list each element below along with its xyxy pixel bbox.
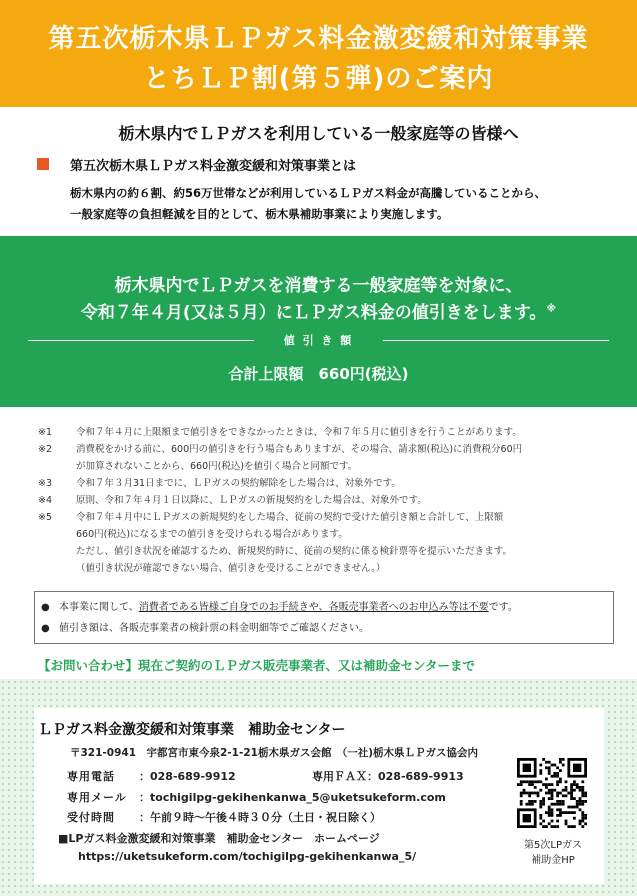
qr-caption: 補助金HP: [531, 855, 575, 866]
hours-value: ：午前９時～午後４時３０分（土日・祝日除く）: [139, 811, 381, 824]
note-item: [38, 492, 608, 509]
banner-line2-text: 令和７年４月(又は５月）にＬＰガス料金の値引きをします。: [80, 303, 547, 323]
mail-label: 専用メール: [67, 791, 127, 804]
notice-underlined-text: 消費者である皆様ご自身でのお手続きや、各販売事業者へのお申込み等は不要: [138, 602, 489, 613]
note-item: [38, 475, 608, 492]
banner-line1: 栃木県内でＬＰガスを消費する一般家庭等を対象に、: [114, 276, 523, 296]
greeting-heading: 栃木県内でＬＰガスを利用している一般家庭等の皆様へ: [118, 124, 519, 143]
fax-label: 専用ＦＡＸ: [312, 770, 367, 783]
note-key: ※2: [38, 444, 53, 455]
notice-text: です。: [488, 602, 518, 613]
mail-value[interactable]: ：tochigilpg-gekihenkanwa_5@uketsukeform.com: [139, 791, 446, 804]
contact-title: ＬＰガス料金激変緩和対策事業 補助金センター: [38, 722, 346, 738]
header-banner: [0, 0, 637, 107]
note-key: ※3: [38, 478, 53, 489]
qr-caption: 第5次LPガス: [524, 840, 582, 851]
notes-list: [38, 424, 608, 577]
note-key: ※1: [38, 427, 53, 438]
notice-text: 値引き額は、各販売事業者の検針票の料金明細等でご確認ください。: [59, 623, 369, 634]
notice-text: 本事業に関して、: [59, 602, 139, 613]
note-key: ※5: [38, 512, 53, 523]
qr-code-icon[interactable]: [517, 758, 587, 828]
note-key: ※4: [38, 495, 53, 506]
section-body-line: 一般家庭等の負担軽減を目的として、栃木県補助事業により実施します。: [70, 207, 449, 221]
section-body-line: 栃木県内の約６割、約56万世帯などが利用しているＬＰガス料金が高騰していることから、: [70, 186, 546, 200]
homepage-link[interactable]: https://uketsukeform.com/tochigilpg-gekihenkanwa_5/: [78, 850, 417, 863]
banner-line2: [0, 298, 637, 323]
note-line: 660円(税込)になるまでの値引きを受けられる場合があります。: [76, 529, 348, 540]
bullet-icon: ●: [41, 602, 50, 613]
note-line: 令和７年４月中にＬＰガスの新規契約をした場合、従前の契約で受けた値引き額と合計して、上限額: [76, 512, 504, 523]
note-item: [38, 424, 608, 441]
page-title-line1: 第五次栃木県ＬＰガス料金激変緩和対策事業: [48, 24, 589, 54]
note-line: 消費税をかける前に、600円の値引きを行う場合もありますが、その場合、請求額(税込)に消費税分60円: [76, 444, 523, 455]
contact-address: 〒321-0941 宇都宮市東今泉2-1-21栃木県ガス会館 （一社)栃木県ＬＰガス協会内: [70, 747, 478, 759]
notice-item: [41, 619, 369, 634]
fax-row: [312, 768, 464, 784]
note-line: 令和７年３月31日までに、ＬＰガスの契約解除をした場合は、対象外です。: [76, 478, 401, 489]
tel-row: [67, 768, 236, 784]
bullet-icon: ●: [41, 623, 50, 634]
discount-label: 値 引 き 額: [283, 334, 354, 347]
tel-value[interactable]: ：028-689-9912: [139, 770, 236, 783]
divider-right: [383, 340, 609, 341]
homepage-label: ■LPガス料金激変緩和対策事業 補助金センター ホームページ: [58, 832, 380, 845]
note-line: が加算されないことから、660円(税込)を値引く場合と同額です。: [76, 461, 358, 472]
notice-item: [41, 598, 518, 613]
tel-label: 専用電話: [67, 770, 115, 783]
notice-box: [34, 591, 614, 644]
hours-label: 受付時間: [67, 811, 115, 824]
hours-row: [67, 809, 381, 825]
section-body: [70, 183, 610, 225]
section-title: 第五次栃木県ＬＰガス料金激変緩和対策事業とは: [70, 159, 357, 174]
page-title-line2: とちＬＰ割(第５弾)のご案内: [143, 64, 494, 94]
discount-banner: [0, 236, 637, 407]
inquiry-heading: 【お問い合わせ】現在ご契約のＬＰガス販売事業者、又は補助金センターまで: [38, 658, 476, 673]
square-bullet-icon: [37, 158, 49, 170]
note-line: 令和７年４月に上限額まで値引きをできなかったときは、令和７年５月に値引きを行うことがあります。: [76, 427, 522, 438]
note-mark: ※: [546, 303, 557, 315]
note-line: （値引き状況が確認できない場合、値引きを受けることができません。）: [76, 563, 386, 574]
note-item: [38, 509, 608, 577]
discount-total: 合計上限額 660円(税込): [228, 365, 409, 383]
mail-row: [67, 789, 446, 805]
note-line: 原則、令和７年４月１日以降に、ＬＰガスの新規契約をした場合は、対象外です。: [76, 495, 427, 506]
fax-value: ：028-689-9913: [367, 770, 464, 783]
note-item: [38, 441, 608, 475]
note-line: ただし、値引き状況を確認するため、新規契約時に、従前の契約に係る検針票等を提示いただきます。: [76, 546, 512, 557]
